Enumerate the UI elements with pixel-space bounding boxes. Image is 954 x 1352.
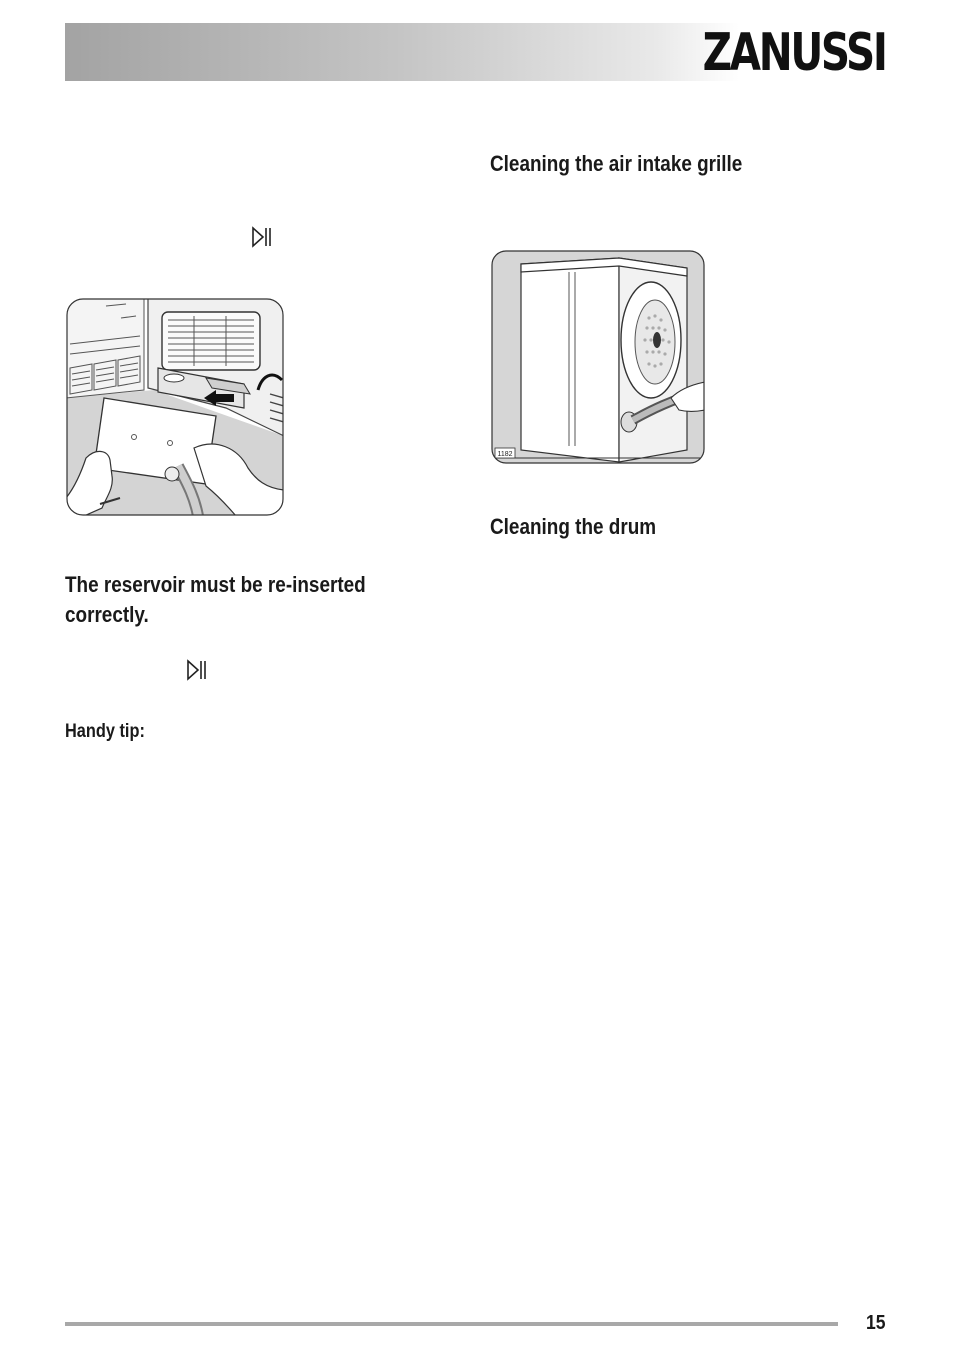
reservoir-heading: The reservoir must be re-inserted correctly.	[65, 572, 366, 627]
start-pause-icon	[186, 659, 208, 681]
brand-logo: ZANUSSI	[703, 23, 886, 83]
start-pause-icon	[251, 226, 273, 248]
handy-tip-label: Handy tip:	[65, 721, 145, 742]
drum-heading: Cleaning the drum	[490, 514, 657, 539]
page-number: 15	[866, 1312, 886, 1334]
footer-rule	[65, 1322, 838, 1326]
figure-code: 1182	[497, 451, 513, 458]
grille-heading: Cleaning the air intake grille	[490, 151, 743, 176]
reservoir-removal-illustration	[66, 298, 284, 516]
air-intake-grille-illustration	[491, 250, 705, 464]
